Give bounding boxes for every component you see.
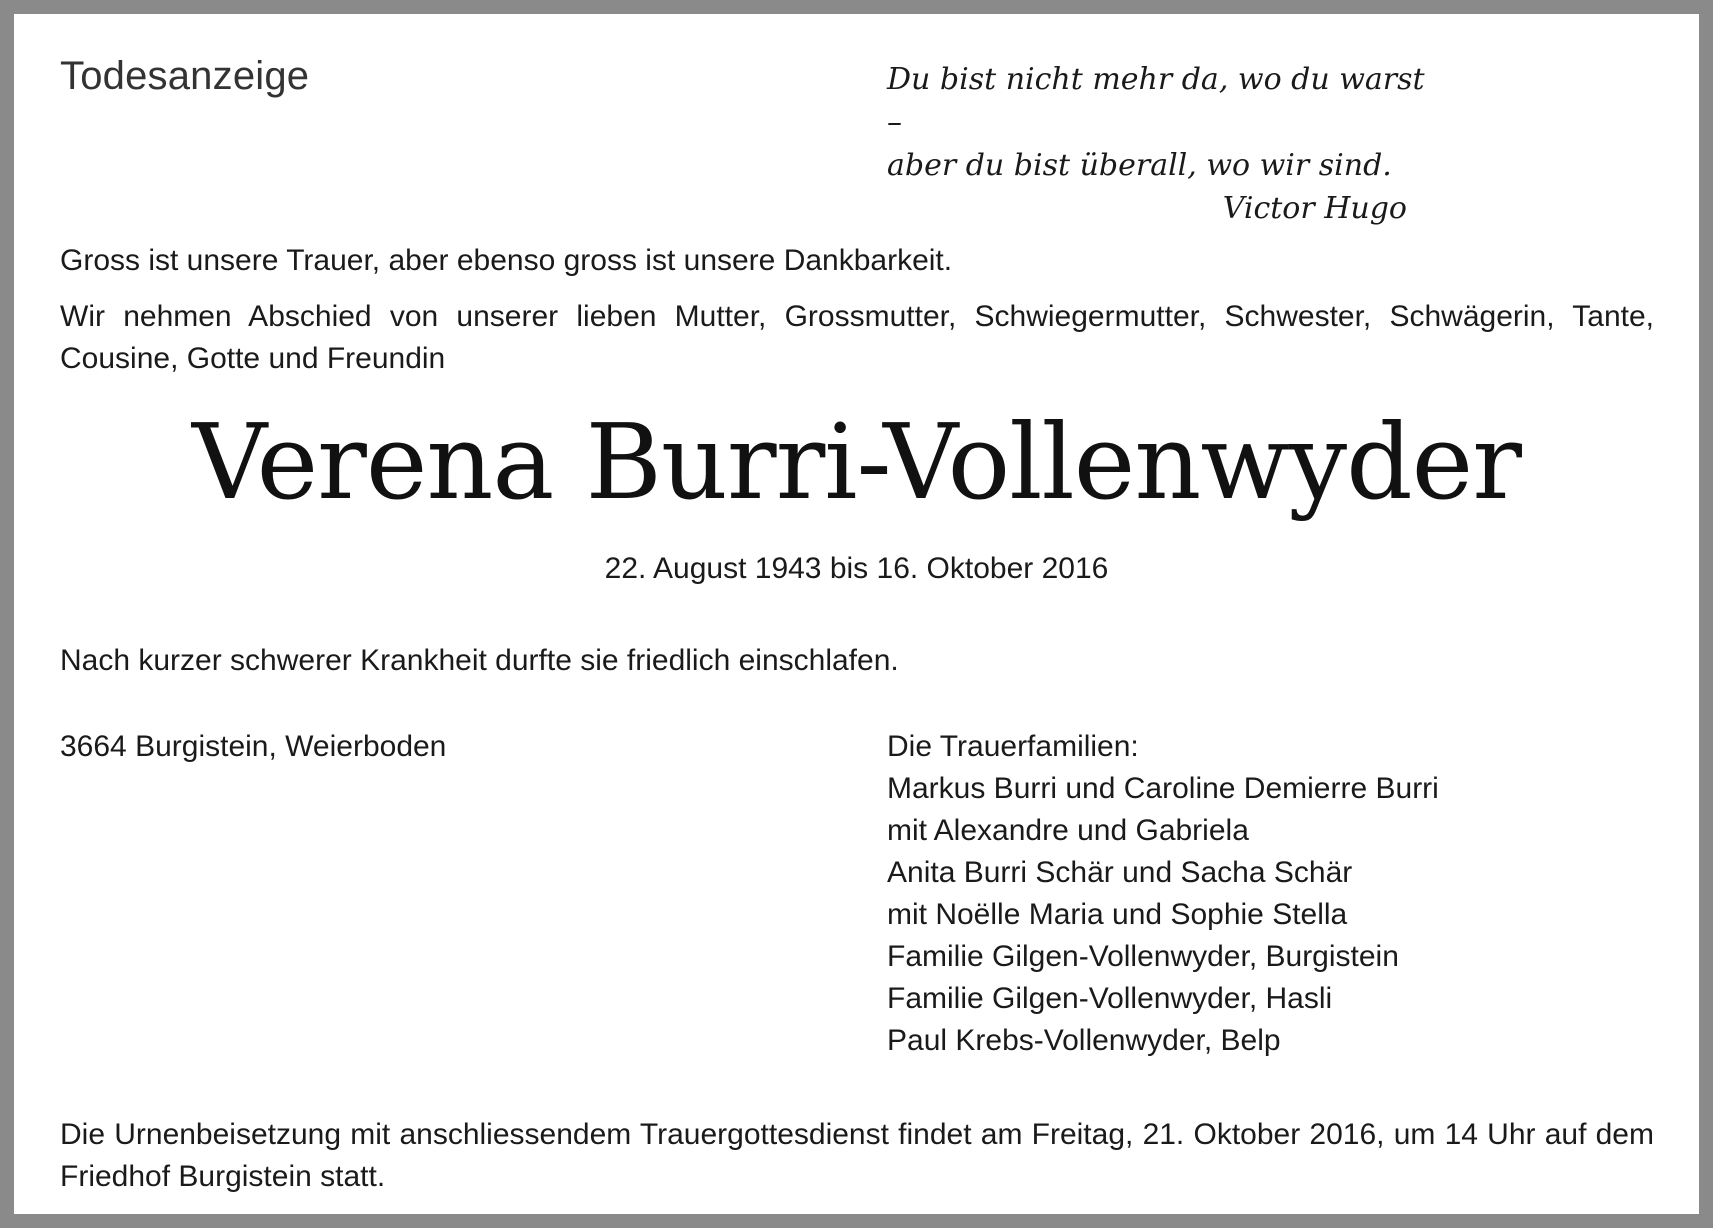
family-line: mit Alexandre und Gabriela — [887, 814, 1249, 847]
family-line: Paul Krebs-Vollenwyder, Belp — [887, 1024, 1281, 1057]
quote-line-1: Du bist nicht mehr da, wo du warst – — [887, 62, 1425, 140]
quote-line-2: aber du bist überall, wo wir sind. — [887, 148, 1392, 183]
quote-author: Victor Hugo — [1222, 191, 1407, 226]
notice-type-label: Todesanzeige — [60, 54, 310, 98]
deceased-name: Verena Burri-Vollenwyder — [192, 401, 1521, 523]
family-line: Markus Burri und Caroline Demierre Burri — [887, 772, 1439, 805]
location-address: 3664 Burgistein, Weierboden — [60, 730, 447, 763]
farewell-paragraph: Wir nehmen Abschied von unserer lieben Mutter, Grossmutter, Schwiegermutter, Schwester, Schwägerin, Tante, Cousine, Gotte und Freundin — [60, 300, 1654, 375]
life-dates: 22. August 1943 bis 16. Oktober 2016 — [604, 552, 1109, 585]
family-line: mit Noëlle Maria und Sophie Stella — [887, 898, 1348, 931]
mourning-families — [887, 726, 1667, 1062]
quote-block — [887, 58, 1427, 230]
families-heading: Die Trauerfamilien: — [887, 730, 1139, 763]
family-line: Familie Gilgen-Vollenwyder, Burgistein — [887, 940, 1399, 973]
gratitude-line: Gross ist unsere Trauer, aber ebenso gross ist unsere Dankbarkeit. — [60, 244, 953, 277]
family-line: Familie Gilgen-Vollenwyder, Hasli — [887, 982, 1333, 1015]
obituary-notice — [14, 14, 1699, 1214]
ceremony-info: Die Urnenbeisetzung mit anschliessendem Trauergottesdienst findet am Freitag, 21. Oktober 2016, um 14 Uhr auf dem Friedhof Burgistein statt. — [60, 1118, 1654, 1193]
family-line: Anita Burri Schär und Sacha Schär — [887, 856, 1353, 889]
passing-note: Nach kurzer schwerer Krankheit durfte sie friedlich einschlafen. — [60, 644, 899, 677]
